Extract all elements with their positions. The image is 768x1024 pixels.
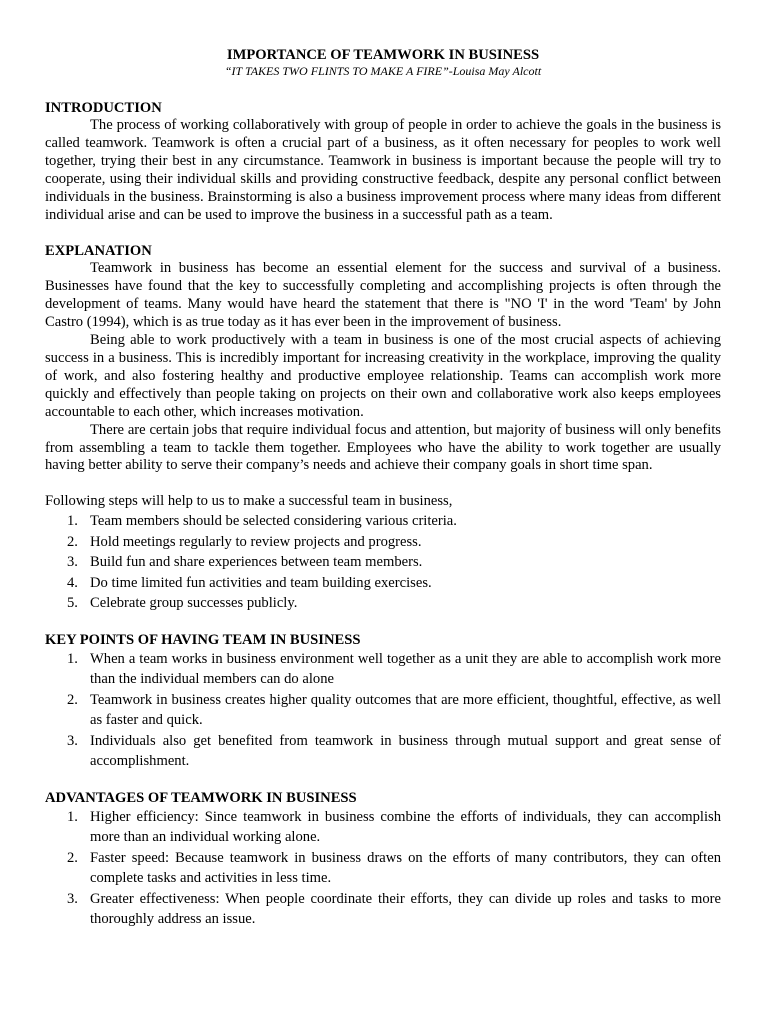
steps-intro: Following steps will help to us to make a successful team in business, xyxy=(45,493,453,510)
advantages-list xyxy=(45,807,721,930)
explanation-paragraph-3: There are certain jobs that require individual focus and attention, but majority of business will only benefits from assembling a team to tackle them together. Employees who have the ability to work together are usually having better ability to serve their company’s needs and achieve their company goals in short time span. xyxy=(45,421,721,474)
list-item xyxy=(45,848,721,889)
list-item-number: 2. xyxy=(67,533,78,550)
list-item-text: Hold meetings regularly to review projects and progress. xyxy=(90,533,422,550)
list-item xyxy=(45,731,721,772)
list-item-number: 5. xyxy=(67,595,78,612)
list-item xyxy=(45,532,721,553)
list-item xyxy=(45,573,721,594)
advantages-heading: ADVANTAGES OF TEAMWORK IN BUSINESS xyxy=(45,789,357,806)
key-points-list xyxy=(45,649,721,772)
list-item-number: 3. xyxy=(67,890,78,907)
list-item xyxy=(45,690,721,731)
explanation-paragraph-2: Being able to work productively with a team in business is one of the most crucial aspects of achieving success in a business. This is incredibly important for increasing creativity in the workplace, improving the quality of work, and also fostering healthy and productive employee relationship. Teams can accomplish work more quickly and effectively than people taking on projects on their own and collaborative work also keeps employees accountable to each other, which increases motivation. xyxy=(45,332,721,420)
list-item-text: Higher efficiency: Since teamwork in business combine the efforts of individuals, they can accomplish more than an individual working alone. xyxy=(90,808,721,846)
document-subtitle-quote: “IT TAKES TWO FLINTS TO MAKE A FIRE”-Louisa May Alcott xyxy=(224,64,542,78)
introduction-heading: INTRODUCTION xyxy=(45,100,162,116)
section-spacer xyxy=(45,475,721,493)
key-points-heading: KEY POINTS OF HAVING TEAM IN BUSINESS xyxy=(45,631,361,648)
list-item-number: 3. xyxy=(67,554,78,571)
document-page xyxy=(45,47,721,930)
list-item xyxy=(45,552,721,573)
list-item-text: Greater effectiveness: When people coordinate their efforts, they can divide up roles and tasks to more thoroughly address an issue. xyxy=(90,890,721,928)
steps-list xyxy=(45,511,721,614)
explanation-heading: EXPLANATION xyxy=(45,243,152,260)
list-item-number: 1. xyxy=(67,650,78,667)
list-item-text: When a team works in business environment well together as a unit they are able to accomplish work more than the individual members can do alone xyxy=(90,650,721,688)
list-item-number: 2. xyxy=(67,691,78,708)
list-item xyxy=(45,593,721,614)
list-item-number: 4. xyxy=(67,574,78,591)
list-item xyxy=(45,511,721,532)
list-item-text: Celebrate group successes publicly. xyxy=(90,595,298,612)
list-item-text: Teamwork in business creates higher quality outcomes that are more efficient, thoughtful, effective, as well as faster and quick. xyxy=(90,691,721,729)
list-item xyxy=(45,649,721,690)
introduction-paragraph: The process of working collaboratively with group of people in order to achieve the goals in the business is called teamwork. Teamwork is often a crucial part of a business, as it often necessary for peoples to work well together, trying their best in any circumstance. Teamwork in business is important because the people will try to cooperate, using their individual skills and providing constructive feedback, despite any personal conflict between individuals in the business. Brainstorming is also a business improvement process where many ideas from different individual arise and can be used to improve the business in a successful path as a team. xyxy=(45,117,721,223)
section-spacer xyxy=(45,224,721,242)
section-spacer xyxy=(45,614,721,631)
list-item-text: Do time limited fun activities and team building exercises. xyxy=(90,574,432,591)
list-item-text: Faster speed: Because teamwork in business draws on the efforts of many contributors, they can often complete tasks and activities in less time. xyxy=(90,849,721,887)
document-title: IMPORTANCE OF TEAMWORK IN BUSINESS xyxy=(226,47,540,63)
explanation-paragraph-1: Teamwork in business has become an essential element for the success and survival of a business. Businesses have found that the key to successfully completing and accomplishing projects is often through the development of teams. Many would have heard the statement that there is "NO 'I' in the word 'Team' by John Castro (1994), which is as true today as it has ever been in the improvement of business. xyxy=(45,260,721,331)
list-item-number: 3. xyxy=(67,732,78,749)
list-item-text: Individuals also get benefited from teamwork in business through mutual support and great sense of accomplishment. xyxy=(90,732,721,770)
list-item-number: 2. xyxy=(67,849,78,866)
list-item xyxy=(45,889,721,930)
list-item-text: Build fun and share experiences between team members. xyxy=(90,554,423,571)
section-spacer xyxy=(45,772,721,789)
list-item-number: 1. xyxy=(67,808,78,825)
list-item-text: Team members should be selected considering various criteria. xyxy=(90,513,457,530)
list-item xyxy=(45,807,721,848)
list-item-number: 1. xyxy=(67,513,78,530)
